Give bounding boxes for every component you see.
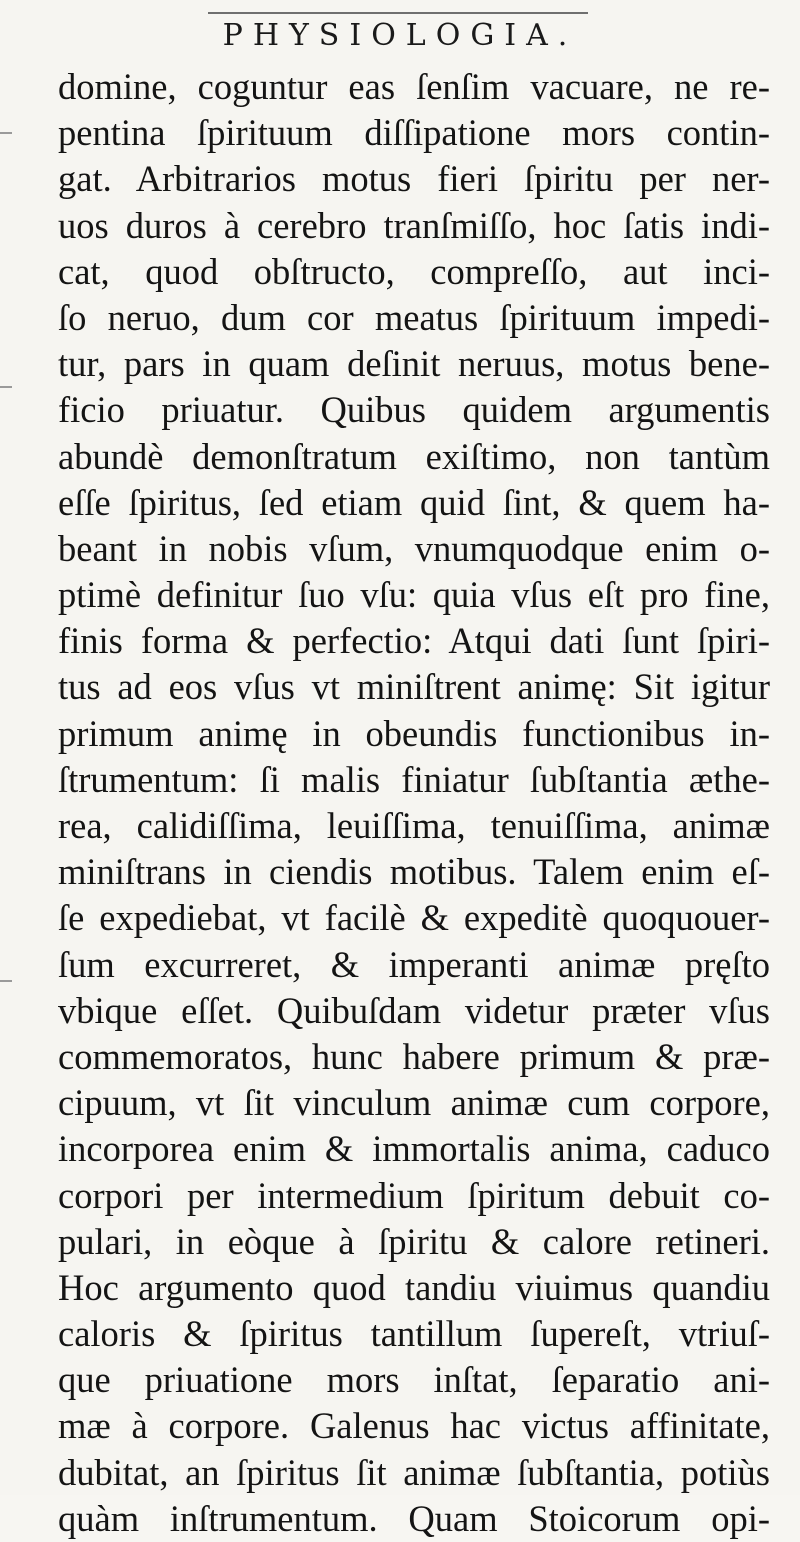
text-line: mæ à corpore. Galenus hac victus affinitate,: [58, 1405, 770, 1447]
text-line: incorporea enim & immortalis anima, caduco: [58, 1128, 770, 1170]
text-line: corpori per intermedium ſpiritum debuit co-: [58, 1174, 770, 1216]
body-text: [58, 64, 770, 1542]
text-line: dubitat, an ſpiritus ſit animæ ſubſtantia, potiùs: [58, 1451, 770, 1493]
text-line: que priuatione mors inſtat, ſeparatio ani-: [58, 1359, 770, 1401]
text-line: beant in nobis vſum, vnumquodque enim o-: [58, 527, 770, 569]
margin-mark: [0, 980, 12, 982]
text-line: eſſe ſpiritus, ſed etiam quid ſint, & quem ha-: [58, 481, 770, 523]
text-line: pulari, in eòque à ſpiritu & calore retineri.: [58, 1220, 770, 1262]
text-line: gat. Arbitrarios motus fieri ſpiritu per ner-: [58, 158, 770, 200]
text-line: finis forma & perfectio: Atqui dati ſunt ſpiri-: [58, 620, 770, 662]
running-head-rule: [208, 12, 588, 14]
text-line: ptimè definitur ſuo vſu: quia vſus eſt pro fine,: [58, 574, 770, 616]
text-line: ſo neruo, dum cor meatus ſpirituum impedi-: [58, 296, 770, 338]
text-line: quàm inſtrumentum. Quam Stoicorum opi-: [58, 1497, 770, 1539]
text-line: ſum excurreret, & imperanti animæ pręſto: [58, 943, 770, 985]
text-line: primum animę in obeundis functionibus in-: [58, 712, 770, 754]
text-line: commemoratos, hunc habere primum & præ-: [58, 1035, 770, 1077]
text-line: domine, coguntur eas ſenſim vacuare, ne re-: [58, 66, 770, 107]
text-line: tur, pars in quam deſinit neruus, motus bene-: [58, 343, 770, 385]
text-line: miniſtrans in ciendis motibus. Talem enim eſ-: [58, 851, 770, 893]
text-line: abundè demonſtratum exiſtimo, non tantùm: [58, 435, 770, 477]
text-line: uos duros à cerebro tranſmiſſo, hoc ſatis indi-: [58, 204, 770, 246]
margin-mark: [0, 132, 12, 134]
text-line: vbique eſſet. Quibuſdam videtur præter vſus: [58, 989, 770, 1031]
text-line: Hoc argumento quod tandiu viuimus quandiu: [58, 1266, 770, 1308]
text-line: cipuum, vt ſit vinculum animæ cum corpore,: [58, 1082, 770, 1124]
margin-mark: [0, 386, 12, 388]
text-line: tus ad eos vſus vt miniſtrent animę: Sit igitur: [58, 666, 770, 708]
text-line: pentina ſpirituum diſſipatione mors contin-: [58, 112, 770, 154]
text-line: cat, quod obſtructo, compreſſo, aut inci-: [58, 250, 770, 292]
text-line: ficio priuatur. Quibus quidem argumentis: [58, 389, 770, 431]
text-line: ſtrumentum: ſi malis finiatur ſubſtantia æthe-: [58, 758, 770, 800]
text-line: ſe expediebat, vt facilè & expeditè quoquouer-: [58, 897, 770, 939]
running-head: PHYSIOLOGIA.: [222, 18, 578, 53]
text-line: caloris & ſpiritus tantillum ſupereſt, vtriuſ-: [58, 1313, 770, 1355]
text-line: rea, calidiſſima, leuiſſima, tenuiſſima, animæ: [58, 805, 770, 846]
